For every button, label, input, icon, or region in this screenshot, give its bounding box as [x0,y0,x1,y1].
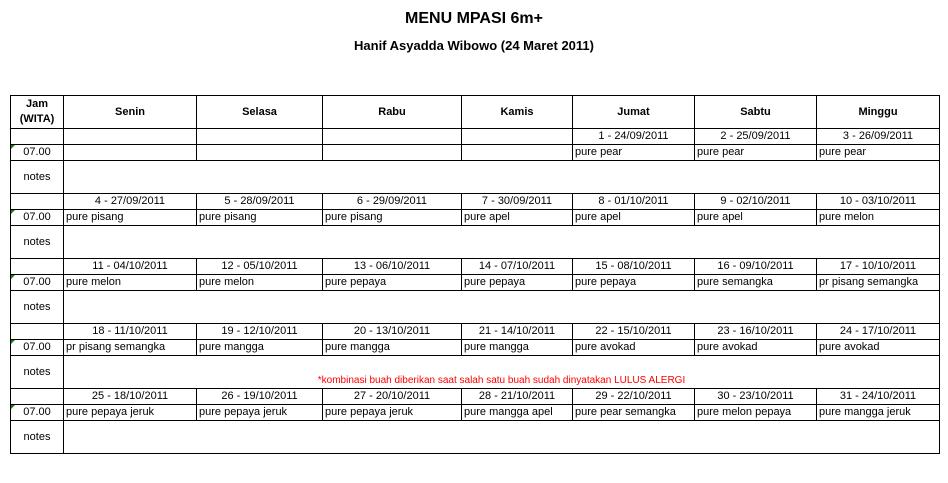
date-row [11,194,940,210]
date-row-time-cell[interactable] [11,259,64,275]
date-cell[interactable] [323,129,462,145]
food-cell[interactable]: pure pepaya jeruk [197,405,323,421]
food-cell[interactable]: pure avokad [695,340,817,356]
date-cell[interactable]: 17 - 10/10/2011 [817,259,940,275]
date-cell[interactable]: 28 - 21/10/2011 [462,389,573,405]
header-jam [11,96,64,129]
notes-label-cell[interactable]: notes [11,226,64,259]
date-cell[interactable]: 25 - 18/10/2011 [64,389,197,405]
date-row-time-cell[interactable] [11,389,64,405]
header-day-rabu: Rabu [323,96,462,129]
date-cell[interactable] [197,129,323,145]
date-cell[interactable]: 6 - 29/09/2011 [323,194,462,210]
food-cell[interactable]: pure pepaya jeruk [64,405,197,421]
date-cell[interactable]: 12 - 05/10/2011 [197,259,323,275]
notes-row [11,161,940,194]
notes-cell[interactable]: *kombinasi buah diberikan saat salah satu buah sudah dinyatakan LULUS ALERGI [64,356,940,389]
header-day-minggu: Minggu [817,96,940,129]
food-cell[interactable]: pure semangka [695,275,817,291]
date-cell[interactable]: 24 - 17/10/2011 [817,324,940,340]
food-cell[interactable]: pure mangga [197,340,323,356]
date-cell[interactable]: 23 - 16/10/2011 [695,324,817,340]
food-cell[interactable]: pure pisang [197,210,323,226]
date-row [11,259,940,275]
notes-label-cell[interactable]: notes [11,291,64,324]
date-cell[interactable]: 26 - 19/10/2011 [197,389,323,405]
date-cell[interactable]: 18 - 11/10/2011 [64,324,197,340]
time-cell[interactable]: 07.00 [11,405,64,421]
food-row [11,145,940,161]
food-cell[interactable]: pr pisang semangka [817,275,940,291]
header-wita-label: (WITA) [19,113,55,125]
food-cell[interactable]: pure mangga [323,340,462,356]
food-cell[interactable]: pure melon [64,275,197,291]
date-cell[interactable] [64,129,197,145]
header-day-kamis: Kamis [462,96,573,129]
notes-row [11,226,940,259]
page-subtitle: Hanif Asyadda Wibowo (24 Maret 2011) [354,38,594,53]
page-title: MENU MPASI 6m+ [405,10,543,27]
date-cell[interactable]: 4 - 27/09/2011 [64,194,197,210]
date-cell[interactable]: 19 - 12/10/2011 [197,324,323,340]
notes-cell[interactable] [64,421,940,454]
date-cell[interactable]: 27 - 20/10/2011 [323,389,462,405]
notes-cell[interactable] [64,161,940,194]
header-jam-label: Jam [25,98,49,110]
date-row-time-cell[interactable] [11,324,64,340]
date-row [11,129,940,145]
food-row [11,405,940,421]
date-cell[interactable]: 20 - 13/10/2011 [323,324,462,340]
date-cell[interactable]: 31 - 24/10/2011 [817,389,940,405]
food-cell[interactable]: pure pear [695,145,817,161]
notes-label-cell[interactable]: notes [11,356,64,389]
food-cell[interactable]: pure pepaya [323,275,462,291]
menu-table [10,95,940,454]
date-cell[interactable]: 7 - 30/09/2011 [462,194,573,210]
date-cell[interactable]: 5 - 28/09/2011 [197,194,323,210]
notes-label-cell[interactable]: notes [11,161,64,194]
food-cell[interactable]: pure avokad [817,340,940,356]
date-cell[interactable]: 9 - 02/10/2011 [695,194,817,210]
food-cell[interactable] [64,145,197,161]
food-cell[interactable]: pure pear semangka [573,405,695,421]
food-cell[interactable]: pure avokad [573,340,695,356]
food-cell[interactable]: pure pepaya [462,275,573,291]
food-cell[interactable] [462,145,573,161]
food-cell[interactable]: pure pisang [323,210,462,226]
date-cell[interactable]: 15 - 08/10/2011 [573,259,695,275]
date-row-time-cell[interactable] [11,194,64,210]
date-cell[interactable] [462,129,573,145]
food-row [11,275,940,291]
date-cell[interactable]: 21 - 14/10/2011 [462,324,573,340]
food-cell[interactable]: pr pisang semangka [64,340,197,356]
header-day-jumat: Jumat [573,96,695,129]
food-cell[interactable]: pure mangga jeruk [817,405,940,421]
header-day-senin: Senin [64,96,197,129]
food-cell[interactable] [197,145,323,161]
date-cell[interactable]: 22 - 15/10/2011 [573,324,695,340]
food-cell[interactable]: pure mangga apel [462,405,573,421]
header-day-selasa: Selasa [197,96,323,129]
date-cell[interactable]: 11 - 04/10/2011 [64,259,197,275]
header-day-sabtu: Sabtu [695,96,817,129]
week-body [11,129,940,454]
date-row [11,324,940,340]
food-cell[interactable]: pure apel [695,210,817,226]
date-cell[interactable]: 1 - 24/09/2011 [573,129,695,145]
food-cell[interactable]: pure apel [462,210,573,226]
food-cell[interactable]: pure mangga [462,340,573,356]
notes-row [11,421,940,454]
food-cell[interactable]: pure pear [573,145,695,161]
food-cell[interactable]: pure melon [197,275,323,291]
date-row [11,389,940,405]
date-cell[interactable]: 3 - 26/09/2011 [817,129,940,145]
food-cell[interactable]: pure melon [817,210,940,226]
food-cell[interactable]: pure apel [573,210,695,226]
food-cell[interactable]: pure pisang [64,210,197,226]
date-cell[interactable]: 2 - 25/09/2011 [695,129,817,145]
time-cell[interactable]: 07.00 [11,210,64,226]
time-cell[interactable]: 07.00 [11,340,64,356]
time-cell[interactable]: 07.00 [11,275,64,291]
notes-label-cell[interactable]: notes [11,421,64,454]
date-cell[interactable]: 14 - 07/10/2011 [462,259,573,275]
date-cell[interactable]: 13 - 06/10/2011 [323,259,462,275]
food-cell[interactable]: pure melon pepaya [695,405,817,421]
time-cell[interactable]: 07.00 [11,145,64,161]
food-row [11,340,940,356]
date-cell[interactable]: 29 - 22/10/2011 [573,389,695,405]
date-cell[interactable]: 16 - 09/10/2011 [695,259,817,275]
date-row-time-cell[interactable] [11,129,64,145]
food-cell[interactable]: pure pepaya jeruk [323,405,462,421]
header-row [11,96,940,129]
food-cell[interactable] [323,145,462,161]
food-row [11,210,940,226]
food-cell[interactable]: pure pepaya [573,275,695,291]
date-cell[interactable]: 10 - 03/10/2011 [817,194,940,210]
notes-row [11,356,940,389]
food-cell[interactable]: pure pear [817,145,940,161]
notes-cell[interactable] [64,226,940,259]
date-cell[interactable]: 8 - 01/10/2011 [573,194,695,210]
date-cell[interactable]: 30 - 23/10/2011 [695,389,817,405]
notes-cell[interactable] [64,291,940,324]
notes-row [11,291,940,324]
